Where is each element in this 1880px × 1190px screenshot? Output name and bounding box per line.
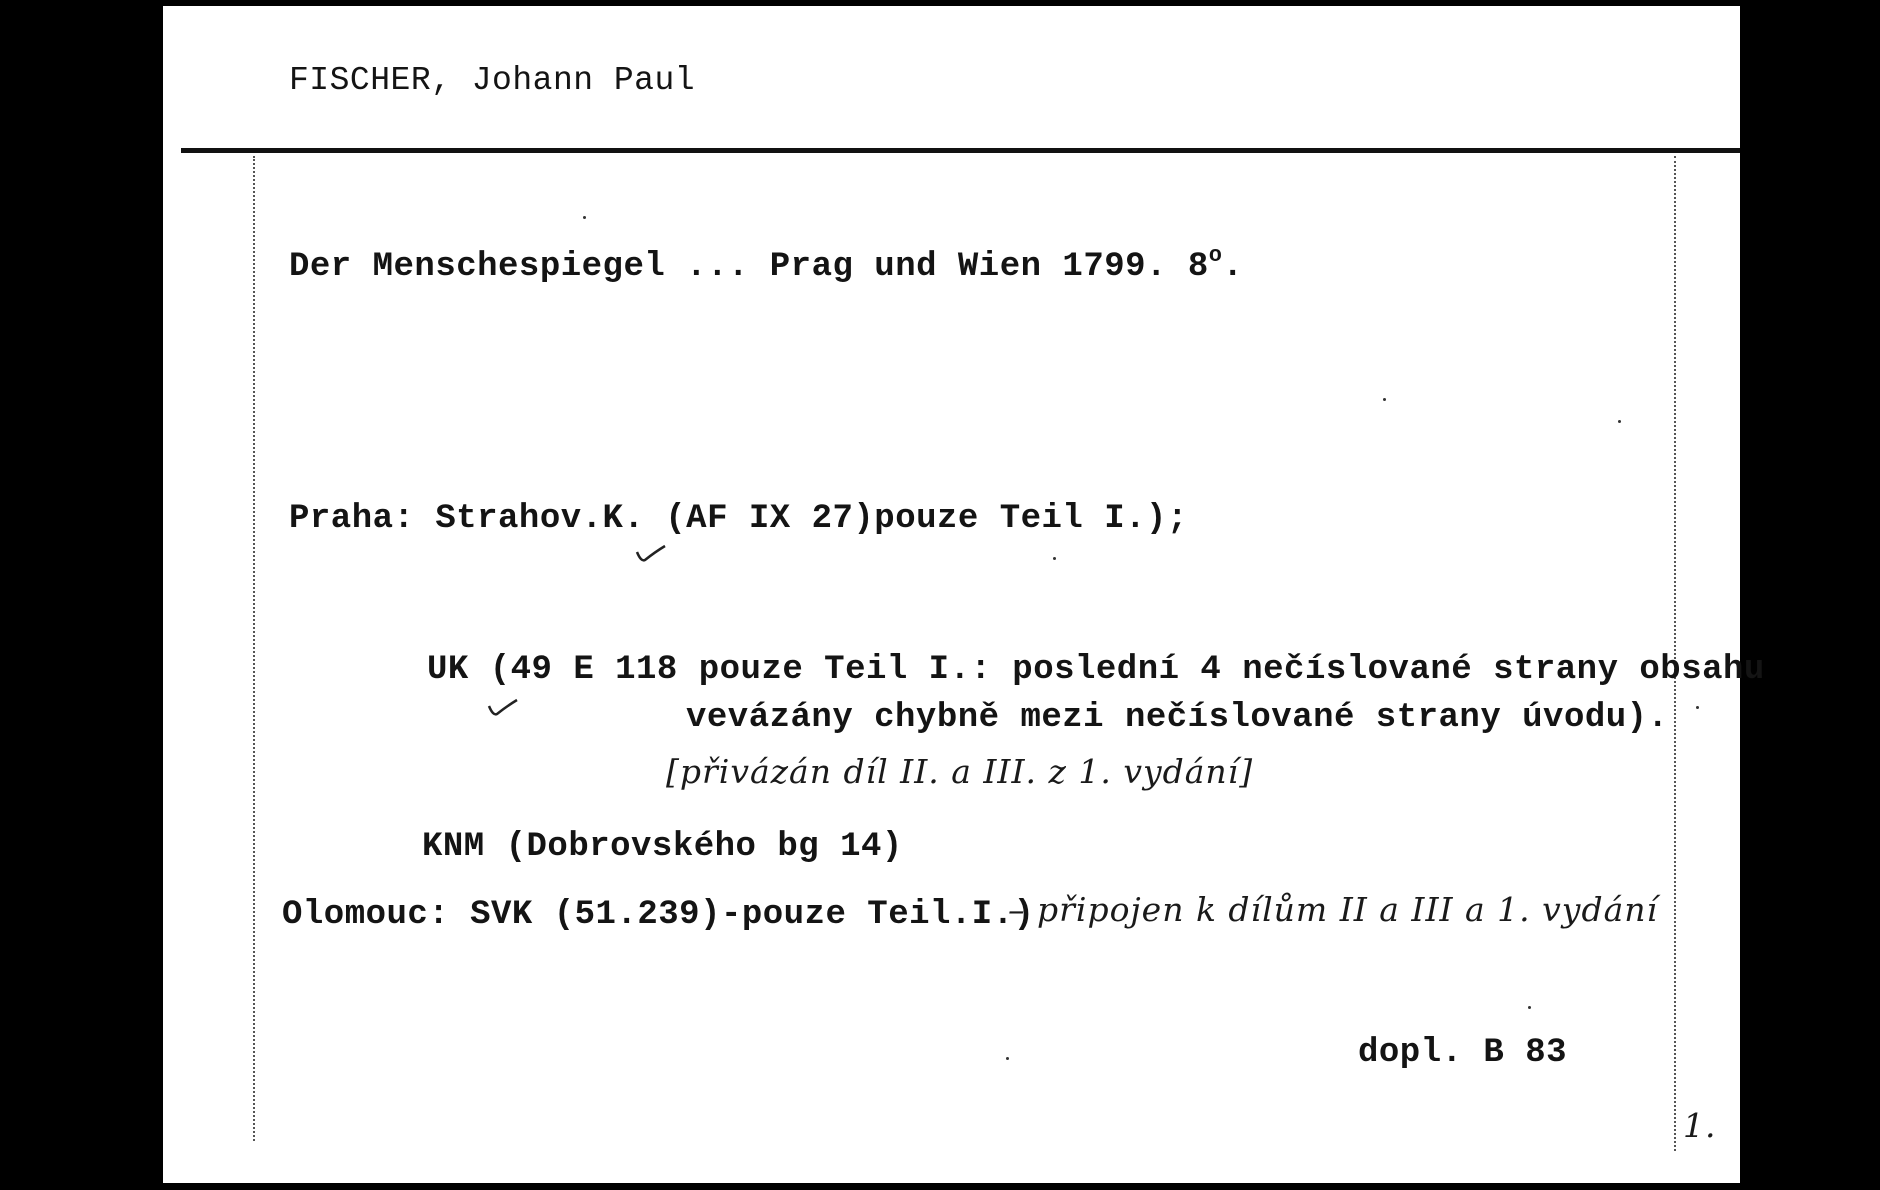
holding-olomouc: Olomouc: SVK (51.239)-pouze Teil.I.) <box>282 896 1035 934</box>
card-heading: FISCHER, Johann Paul <box>289 62 696 99</box>
check-mark-icon <box>633 536 673 566</box>
speck <box>1696 706 1699 709</box>
title-period: . <box>1222 248 1244 286</box>
speck <box>1006 1057 1009 1060</box>
holding-uk-line-2: vevázány chybně mezi nečíslované strany úvodu). <box>686 699 1669 737</box>
speck <box>1053 557 1056 560</box>
left-margin-line <box>253 156 255 1141</box>
corner-mark: 1. <box>1683 1106 1717 1145</box>
uk-handwritten-note: [přivázán díl II. a III. z 1. vydání] <box>666 752 1254 791</box>
supplement-reference: dopl. B 83 <box>1358 1034 1568 1072</box>
holding-uk-line-1: UK (49 E 118 pouze Teil I.: poslední 4 nečíslované strany obsahu <box>427 651 1765 689</box>
olomouc-handwritten-note: – připojen k dílům II a III a 1. vydání <box>1008 890 1659 929</box>
title-degree: o <box>1208 243 1223 268</box>
holding-praha: Praha: Strahov.K. (AF IX 27)pouze Teil I.); <box>289 500 1188 538</box>
holding-knm: KNM (Dobrovského bg 14) <box>422 828 903 866</box>
speck <box>583 216 586 219</box>
speck <box>1528 1006 1531 1009</box>
speck <box>1618 420 1621 423</box>
speck <box>1383 398 1386 401</box>
check-mark-icon <box>485 690 525 720</box>
catalog-card <box>163 6 1765 1183</box>
title-text: Der Menschespiegel ... Prag und Wien 1799. 8 <box>289 248 1209 286</box>
title-entry <box>289 243 1244 286</box>
heading-rule <box>181 148 1740 153</box>
